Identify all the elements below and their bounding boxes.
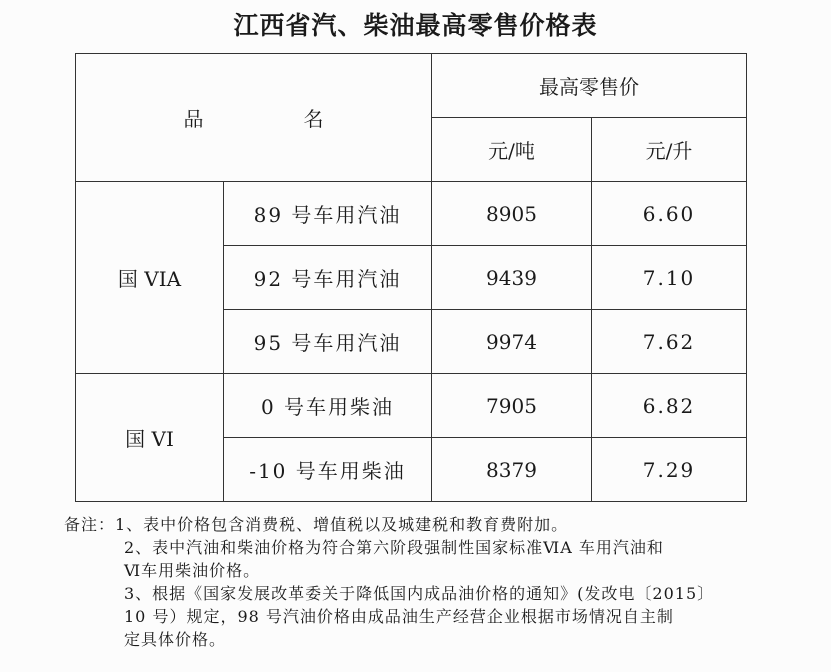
- price-per-liter: 6.82: [592, 374, 747, 438]
- unit-yuan-per-ton: 元/吨: [432, 118, 592, 182]
- price-per-ton: 9439: [432, 246, 592, 310]
- product-name: 95 号车用汽油: [224, 310, 432, 374]
- product-name: 0 号车用柴油: [224, 374, 432, 438]
- header-max-retail-price: 最高零售价: [432, 54, 747, 118]
- table-row: [76, 182, 747, 246]
- price-per-liter: 7.29: [592, 438, 747, 502]
- price-per-ton: 8905: [432, 182, 592, 246]
- product-name: -10 号车用柴油: [224, 438, 432, 502]
- unit-yuan-per-liter: 元/升: [592, 118, 747, 182]
- table-row: [76, 374, 747, 438]
- price-per-liter: 7.62: [592, 310, 747, 374]
- note-3-end: 定具体价格。: [124, 630, 227, 649]
- product-name: 89 号车用汽油: [224, 182, 432, 246]
- note-2-cont: Ⅵ车用柴油价格。: [124, 561, 261, 580]
- product-name: 92 号车用汽油: [224, 246, 432, 310]
- notes: [64, 513, 764, 651]
- note-1: 备注：1、表中价格包含消费税、增值税以及城建税和教育费附加。: [64, 515, 569, 534]
- price-table: [75, 53, 747, 502]
- standard-label: 国 VI: [76, 374, 224, 502]
- standard-label: 国 VIA: [76, 182, 224, 374]
- price-per-ton: 8379: [432, 438, 592, 502]
- price-per-liter: 7.10: [592, 246, 747, 310]
- price-per-ton: 7905: [432, 374, 592, 438]
- note-3: 3、根据《国家发展改革委关于降低国内成品油价格的通知》(发改电〔2015〕: [124, 584, 715, 603]
- price-per-liter: 6.60: [592, 182, 747, 246]
- price-per-ton: 9974: [432, 310, 592, 374]
- note-3-cont: 10 号）规定，98 号汽油价格由成品油生产经营企业根据市场情况自主制: [124, 607, 674, 626]
- header-product-name: 品 名: [76, 54, 432, 182]
- page-title: 江西省汽、柴油最高零售价格表: [233, 11, 598, 40]
- note-2: 2、表中汽油和柴油价格为符合第六阶段强制性国家标准ⅥA 车用汽油和: [124, 538, 664, 557]
